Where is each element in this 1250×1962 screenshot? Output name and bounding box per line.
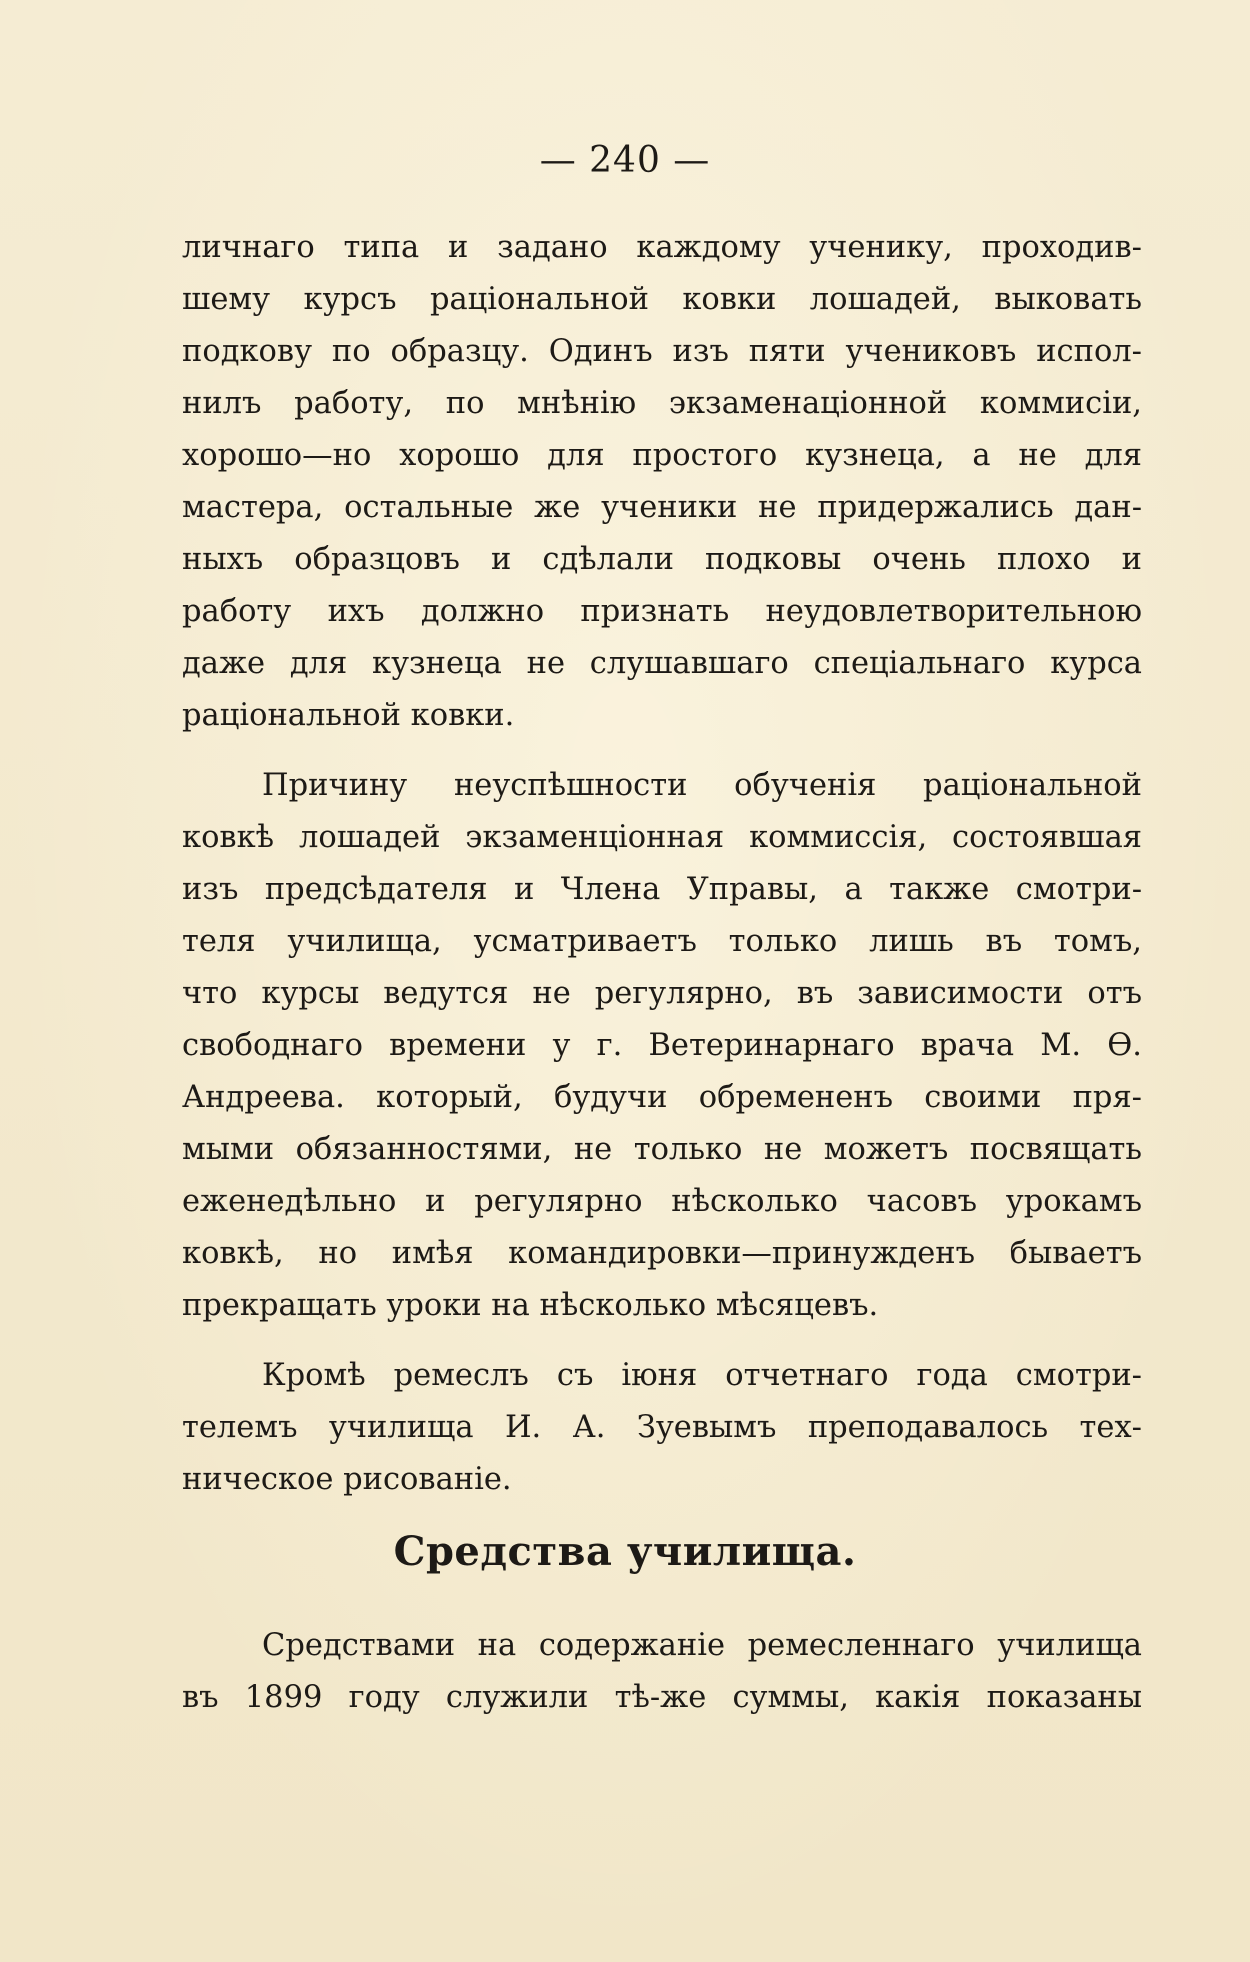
text-line: ковкѣ, но имѣя командировки—принужденъ бываетъ — [182, 1236, 1142, 1271]
text-line: мыми обязанностями, не только не можетъ посвящать — [182, 1132, 1142, 1167]
text-line: хорошо—но хорошо для простого кузнеца, а не для — [182, 438, 1142, 473]
text-line: ныхъ образцовъ и сдѣлали подковы очень плохо и — [182, 542, 1142, 577]
text-line: прекращать уроки на нѣсколько мѣсяцевъ. — [182, 1288, 879, 1323]
text-line: шему курсъ раціональной ковки лошадей, выковать — [182, 282, 1142, 317]
text-line: изъ предсѣдателя и Члена Управы, а также смотри- — [182, 872, 1142, 907]
text-line: теля училища, усматриваетъ только лишь въ томъ, — [182, 924, 1142, 959]
text-line: ническое рисованіе. — [182, 1462, 512, 1497]
text-line: въ 1899 году служили тѣ-же суммы, какія показаны — [182, 1680, 1142, 1715]
text-line: телемъ училища И. А. Зуевымъ преподавалось тех- — [182, 1410, 1142, 1445]
paragraph-4 — [182, 1620, 1142, 1724]
section-heading: Средства училища. — [393, 1528, 857, 1575]
paragraph-2 — [182, 760, 1142, 1332]
paragraph-1 — [182, 222, 1142, 742]
page-number: — 240 — — [539, 140, 711, 181]
text-line: ковкѣ лошадей экзаменціонная коммиссія, состоявшая — [182, 820, 1142, 855]
text-line: мастера, остальные же ученики не придержались дан- — [182, 490, 1142, 525]
text-line: свободнаго времени у г. Ветеринарнаго врача М. Ѳ. — [182, 1028, 1142, 1063]
text-line: работу ихъ должно признать неудовлетворительною — [182, 594, 1142, 629]
text-line: даже для кузнеца не слушавшаго спеціальнаго курса — [182, 646, 1142, 681]
text-line: нилъ работу, по мнѣнію экзаменаціонной коммисіи, — [182, 386, 1142, 421]
text-line: Кромѣ ремеслъ съ іюня отчетнаго года смотри- — [262, 1358, 1142, 1393]
text-line: личнаго типа и задано каждому ученику, проходив- — [182, 230, 1142, 265]
text-line: подкову по образцу. Одинъ изъ пяти учениковъ испол- — [182, 334, 1142, 369]
text-line: что курсы ведутся не регулярно, въ зависимости отъ — [182, 976, 1142, 1011]
paragraph-3 — [182, 1350, 1142, 1506]
text-line: раціональной ковки. — [182, 698, 515, 733]
text-line: Андреева. который, будучи обремененъ своими пря- — [182, 1080, 1142, 1115]
text-line: еженедѣльно и регулярно нѣсколько часовъ урокамъ — [182, 1184, 1142, 1219]
text-line: Средствами на содержаніе ремесленнаго училища — [262, 1628, 1142, 1663]
text-line: Причину неуспѣшности обученія раціональной — [262, 768, 1142, 803]
